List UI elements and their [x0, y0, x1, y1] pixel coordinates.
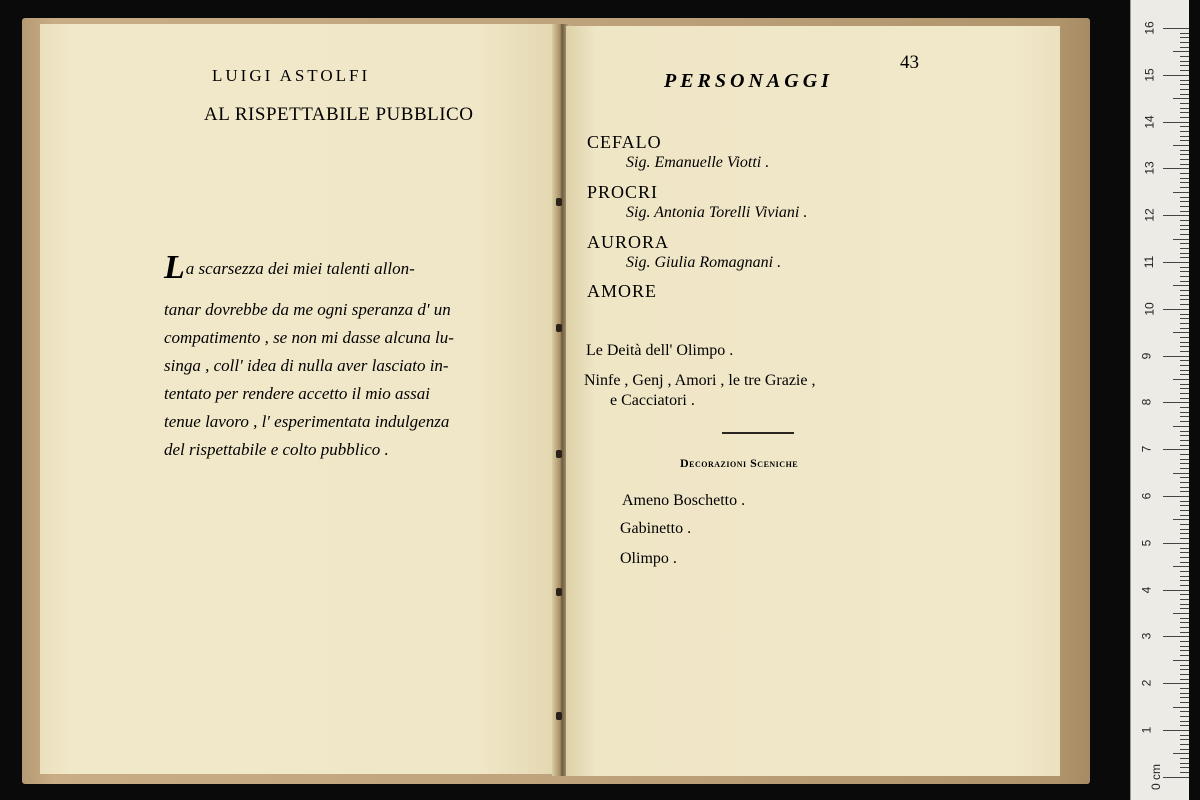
- ruler-tick: [1180, 627, 1189, 628]
- ruler-tick: [1180, 505, 1189, 506]
- ruler-tick: [1180, 159, 1189, 160]
- ruler-tick: [1180, 459, 1189, 460]
- ruler-label: 15: [1142, 68, 1157, 82]
- ruler-tick: [1163, 636, 1189, 637]
- ruler-tick: [1180, 103, 1189, 104]
- ruler-tick: [1180, 477, 1189, 478]
- ruler-tick: [1180, 108, 1189, 109]
- decoration-item: Olimpo .: [620, 550, 677, 567]
- ruler-tick: [1180, 365, 1189, 366]
- ruler-tick: [1180, 84, 1189, 85]
- ruler-label: 9: [1139, 352, 1154, 359]
- ruler-tick: [1180, 749, 1189, 750]
- ruler-tick: [1180, 225, 1189, 226]
- ruler-tick: [1180, 445, 1189, 446]
- body-line: compatimento , se non mi dasse alcuna lu-: [164, 328, 454, 347]
- cast-heading: PERSONAGGI: [664, 70, 833, 92]
- ruler-tick: [1163, 449, 1189, 450]
- ruler-tick: [1180, 398, 1189, 399]
- ruler-tick: [1180, 37, 1189, 38]
- ruler-tick: [1180, 524, 1189, 525]
- ruler-tick: [1180, 571, 1189, 572]
- ruler-tick: [1163, 215, 1189, 216]
- actor-name: Sig. Antonia Torelli Viviani .: [626, 204, 808, 221]
- ruler-tick: [1180, 295, 1189, 296]
- ruler-tick: [1180, 679, 1189, 680]
- ruler-tick: [1180, 342, 1189, 343]
- extras-line: Le Deità dell' Olimpo .: [586, 342, 734, 359]
- body-line: tanar dovrebbe da me ogni speranza d' un: [164, 300, 451, 319]
- ruler-tick: [1173, 239, 1189, 240]
- ruler-tick: [1180, 248, 1189, 249]
- ruler-tick: [1163, 168, 1189, 169]
- ruler-tick: [1180, 173, 1189, 174]
- ruler-tick: [1180, 580, 1189, 581]
- ruler-tick: [1180, 281, 1189, 282]
- ruler-tick: [1180, 482, 1189, 483]
- ruler-tick: [1173, 145, 1189, 146]
- ruler-tick: [1180, 206, 1189, 207]
- ruler-tick: [1180, 243, 1189, 244]
- actor-name: Sig. Emanuelle Viotti .: [626, 154, 770, 171]
- character-name: CEFALO: [587, 132, 662, 152]
- ruler-tick: [1180, 178, 1189, 179]
- ruler-label: 1: [1139, 726, 1154, 734]
- ruler-tick: [1180, 351, 1189, 352]
- ruler-tick: [1180, 716, 1189, 717]
- ruler-tick: [1180, 599, 1189, 600]
- ruler-tick: [1180, 346, 1189, 347]
- ruler-tick: [1180, 220, 1189, 221]
- ruler-tick: [1173, 566, 1189, 567]
- ruler-tick: [1180, 197, 1189, 198]
- ruler-tick: [1180, 360, 1189, 361]
- ruler-tick: [1180, 126, 1189, 127]
- author-name: LUIGI ASTOLFI: [212, 66, 371, 85]
- ruler-tick: [1180, 164, 1189, 165]
- ruler-tick: [1180, 435, 1189, 436]
- ruler-tick: [1180, 187, 1189, 188]
- ruler-tick: [1180, 463, 1189, 464]
- ruler-tick: [1180, 468, 1189, 469]
- ruler-tick: [1180, 538, 1189, 539]
- ruler-tick: [1180, 117, 1189, 118]
- ruler-tick: [1173, 660, 1189, 661]
- ruler-label: 5: [1139, 539, 1154, 547]
- ruler-tick: [1180, 646, 1189, 647]
- ruler-tick: [1180, 431, 1189, 432]
- ruler-tick: [1180, 136, 1189, 137]
- ruler-tick: [1180, 669, 1189, 670]
- ruler-tick: [1180, 758, 1189, 759]
- ruler-label: 0 cm: [1149, 763, 1164, 790]
- ruler-tick: [1163, 28, 1189, 29]
- ruler-tick: [1180, 374, 1189, 375]
- ruler-tick: [1180, 562, 1189, 563]
- ruler-tick: [1180, 548, 1189, 549]
- ruler-tick: [1163, 590, 1189, 591]
- ruler-tick: [1180, 140, 1189, 141]
- ruler-tick: [1180, 80, 1189, 81]
- ruler-tick: [1180, 529, 1189, 530]
- ruler-label: 3: [1139, 633, 1154, 640]
- ruler-tick: [1180, 257, 1189, 258]
- ruler-tick: [1173, 426, 1189, 427]
- ruler-tick: [1173, 613, 1189, 614]
- ruler-tick: [1163, 402, 1189, 403]
- ruler-label: 12: [1142, 208, 1157, 222]
- ruler-tick: [1180, 276, 1189, 277]
- ruler-tick: [1180, 552, 1189, 553]
- ruler-tick: [1180, 314, 1189, 315]
- ruler-tick: [1163, 777, 1189, 778]
- ruler-tick: [1163, 75, 1189, 76]
- ruler-tick: [1180, 201, 1189, 202]
- ruler-tick: [1180, 318, 1189, 319]
- ruler-tick: [1163, 309, 1189, 310]
- binding-stitch: [556, 588, 562, 596]
- body-line: tentato per rendere accetto il mio assai: [164, 384, 430, 403]
- ruler-tick: [1180, 688, 1189, 689]
- ruler-tick: [1180, 47, 1189, 48]
- ruler-tick: [1180, 585, 1189, 586]
- ruler-tick: [1180, 440, 1189, 441]
- body-line: La scarsezza dei miei talenti allon-: [164, 249, 415, 286]
- ruler-tick: [1180, 131, 1189, 132]
- ruler-tick: [1180, 112, 1189, 113]
- ruler-label: 13: [1142, 161, 1157, 176]
- ruler-tick: [1180, 65, 1189, 66]
- ruler-tick: [1180, 229, 1189, 230]
- measuring-ruler: [1130, 0, 1189, 800]
- ruler-tick: [1180, 576, 1189, 577]
- ruler-tick: [1180, 594, 1189, 595]
- extras-line: Ninfe , Genj , Amori , le tre Grazie ,: [584, 372, 816, 389]
- ruler-tick: [1180, 711, 1189, 712]
- ruler-tick: [1180, 767, 1189, 768]
- body-line: tenue lavoro , l' esperimentata indulgenza: [164, 412, 450, 431]
- ruler-label: 2: [1139, 679, 1154, 687]
- ruler-tick: [1180, 510, 1189, 511]
- ruler-tick: [1180, 328, 1189, 329]
- ruler-tick: [1163, 683, 1189, 684]
- binding-stitch: [556, 450, 562, 458]
- ruler-tick: [1163, 356, 1189, 357]
- ruler-tick: [1173, 332, 1189, 333]
- body-line: del rispettabile e colto pubblico .: [164, 440, 389, 459]
- ruler-tick: [1180, 337, 1189, 338]
- ruler-tick: [1180, 304, 1189, 305]
- ruler-label: 10: [1142, 302, 1157, 316]
- decoration-item: Ameno Boschetto .: [622, 492, 746, 509]
- ruler-label: 11: [1142, 255, 1157, 269]
- ruler-tick: [1180, 618, 1189, 619]
- ruler-tick: [1180, 744, 1189, 745]
- ruler-tick: [1180, 650, 1189, 651]
- ruler-tick: [1180, 182, 1189, 183]
- ruler-tick: [1180, 290, 1189, 291]
- ruler-tick: [1163, 543, 1189, 544]
- ruler-tick: [1180, 42, 1189, 43]
- ruler-label: 14: [1142, 114, 1157, 129]
- ruler-tick: [1180, 61, 1189, 62]
- ruler-tick: [1173, 192, 1189, 193]
- ruler-tick: [1180, 388, 1189, 389]
- ruler-tick: [1180, 641, 1189, 642]
- ruler-tick: [1180, 557, 1189, 558]
- ruler-tick: [1180, 211, 1189, 212]
- ruler-tick: [1173, 753, 1189, 754]
- ruler-tick: [1180, 412, 1189, 413]
- decorations-heading: Decorazioni Sceniche: [680, 456, 799, 470]
- ruler-tick: [1180, 763, 1189, 764]
- actor-name: Sig. Giulia Romagnani .: [626, 254, 782, 271]
- character-name: PROCRI: [587, 182, 659, 202]
- ruler-tick: [1180, 33, 1189, 34]
- ruler-tick: [1180, 725, 1189, 726]
- ruler-tick: [1180, 56, 1189, 57]
- binding-stitch: [556, 712, 562, 720]
- ruler-tick: [1180, 416, 1189, 417]
- ruler-label: 7: [1139, 445, 1154, 453]
- page-number: 43: [900, 52, 919, 73]
- ruler-tick: [1180, 674, 1189, 675]
- ruler-label: 4: [1139, 586, 1154, 593]
- ruler-tick: [1180, 735, 1189, 736]
- ruler-tick: [1173, 51, 1189, 52]
- ruler-tick: [1180, 604, 1189, 605]
- ruler-tick: [1180, 739, 1189, 740]
- ruler-tick: [1180, 655, 1189, 656]
- ruler-tick: [1180, 454, 1189, 455]
- ruler-tick: [1180, 608, 1189, 609]
- ruler-tick: [1180, 370, 1189, 371]
- ruler-tick: [1180, 515, 1189, 516]
- ruler-tick: [1180, 665, 1189, 666]
- ruler-tick: [1180, 693, 1189, 694]
- ruler-tick: [1180, 70, 1189, 71]
- ruler-tick: [1180, 421, 1189, 422]
- extras-line: e Cacciatori .: [610, 392, 695, 409]
- ruler-tick: [1180, 622, 1189, 623]
- ruler-tick: [1163, 262, 1189, 263]
- binding-stitch: [556, 198, 562, 206]
- ruler-tick: [1180, 150, 1189, 151]
- ruler-label: 6: [1139, 492, 1154, 500]
- ruler-tick: [1173, 98, 1189, 99]
- ruler-tick: [1180, 501, 1189, 502]
- binding-stitch: [556, 324, 562, 332]
- ruler-tick: [1180, 393, 1189, 394]
- section-divider: [722, 432, 794, 434]
- ruler-tick: [1180, 154, 1189, 155]
- ruler-tick: [1180, 299, 1189, 300]
- ruler-tick: [1180, 271, 1189, 272]
- ruler-tick: [1173, 473, 1189, 474]
- character-name: AURORA: [587, 232, 670, 252]
- ruler-tick: [1180, 89, 1189, 90]
- ruler-tick: [1180, 721, 1189, 722]
- ruler-tick: [1180, 697, 1189, 698]
- ruler-tick: [1173, 379, 1189, 380]
- character-name: AMORE: [587, 281, 658, 301]
- ruler-tick: [1180, 384, 1189, 385]
- ruler-tick: [1180, 533, 1189, 534]
- ruler-tick: [1163, 122, 1189, 123]
- ruler-label: 16: [1142, 21, 1157, 35]
- ruler-tick: [1173, 519, 1189, 520]
- ruler-tick: [1173, 285, 1189, 286]
- ruler-tick: [1180, 267, 1189, 268]
- dedication-title: AL RISPETTABILE PUBBLICO: [204, 104, 474, 125]
- ruler-label: 8: [1139, 399, 1154, 406]
- ruler-tick: [1180, 94, 1189, 95]
- decoration-item: Gabinetto .: [620, 520, 692, 537]
- ruler-tick: [1180, 632, 1189, 633]
- ruler-tick: [1180, 702, 1189, 703]
- ruler-tick: [1180, 234, 1189, 235]
- ruler-tick: [1173, 707, 1189, 708]
- ruler-tick: [1180, 487, 1189, 488]
- ruler-tick: [1180, 407, 1189, 408]
- ruler-tick: [1163, 496, 1189, 497]
- ruler-tick: [1163, 730, 1189, 731]
- body-line: singa , coll' idea di nulla aver lasciato in-: [164, 356, 449, 375]
- ruler-tick: [1180, 253, 1189, 254]
- ruler-tick: [1180, 772, 1189, 773]
- drop-cap: L: [164, 249, 185, 286]
- ruler-tick: [1180, 323, 1189, 324]
- ruler-tick: [1180, 491, 1189, 492]
